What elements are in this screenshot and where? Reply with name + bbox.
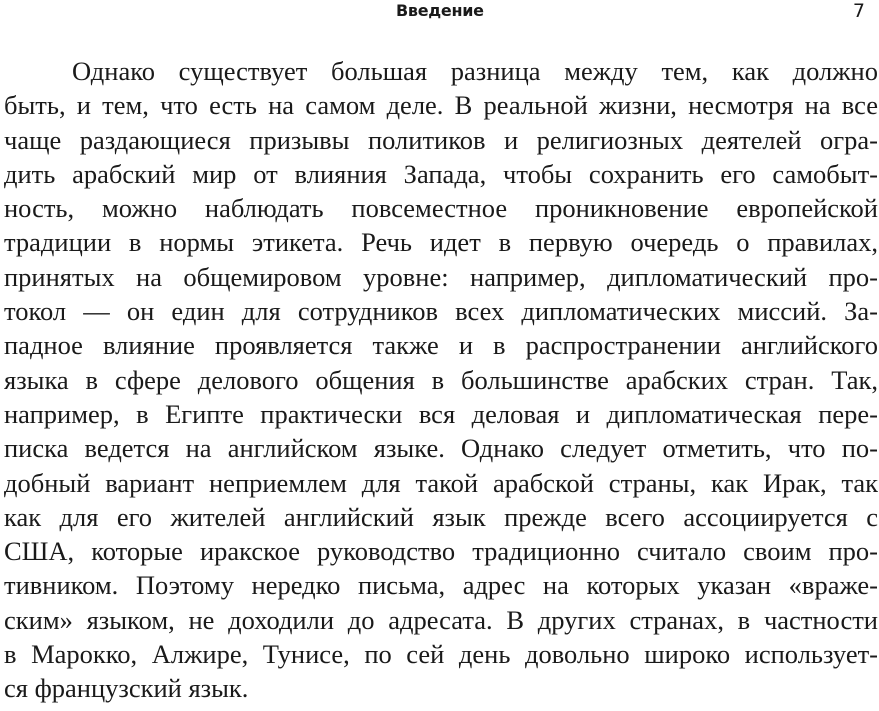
text-line: принятых на общемировом уровне: например, дипломатический про- [4,261,878,292]
text-line: в Марокко, Алжире, Тунисе, по сей день довольно широко использует- [4,639,878,670]
text-line: чаще раздающиеся призывы политиков и религиозных деятелей огра- [4,124,878,155]
text-line: быть, и тем, что есть на самом деле. В реальной жизни, несмотря на все [4,90,878,121]
page-number: 7 [852,0,865,22]
text-line: Однако существует большая разница между тем, как должно [72,56,878,86]
text-line: США, которые иракское руководство традиционно считало своим про- [4,536,878,567]
text-line: ским» языком, не доходили до адресата. В других странах, в частности [4,604,878,635]
text-line: например, в Египте практически вся деловая и дипломатическая пере- [4,398,878,429]
text-line: токол — он един для сотрудников всех дипломатических миссий. За- [4,296,878,327]
text-line: тивником. Поэтому нередко письма, адрес на которых указан «враже- [4,570,878,601]
text-line: дить арабский мир от влияния Запада, чтобы сохранить его самобыт- [4,158,878,189]
text-line: добный вариант неприемлем для такой арабской страны, как Ирак, так [4,467,878,498]
body-paragraph [4,54,878,706]
running-title: Введение [396,1,484,20]
page-header [0,0,879,30]
text-line: писка ведется на английском языке. Однако следует отметить, что по- [4,433,878,464]
text-line: ся французский язык. [4,673,249,704]
text-line: как для его жителей английский язык прежде всего ассоциируется с [4,501,878,532]
text-line: ность, можно наблюдать повсеместное проникновение европейской [4,193,878,224]
text-line: традиции в нормы этикета. Речь идет в первую очередь о правилах, [4,227,878,258]
text-line: языка в сфере делового общения в большинстве арабских стран. Так, [4,364,878,395]
text-line: падное влияние проявляется также и в распространении английского [4,330,878,361]
